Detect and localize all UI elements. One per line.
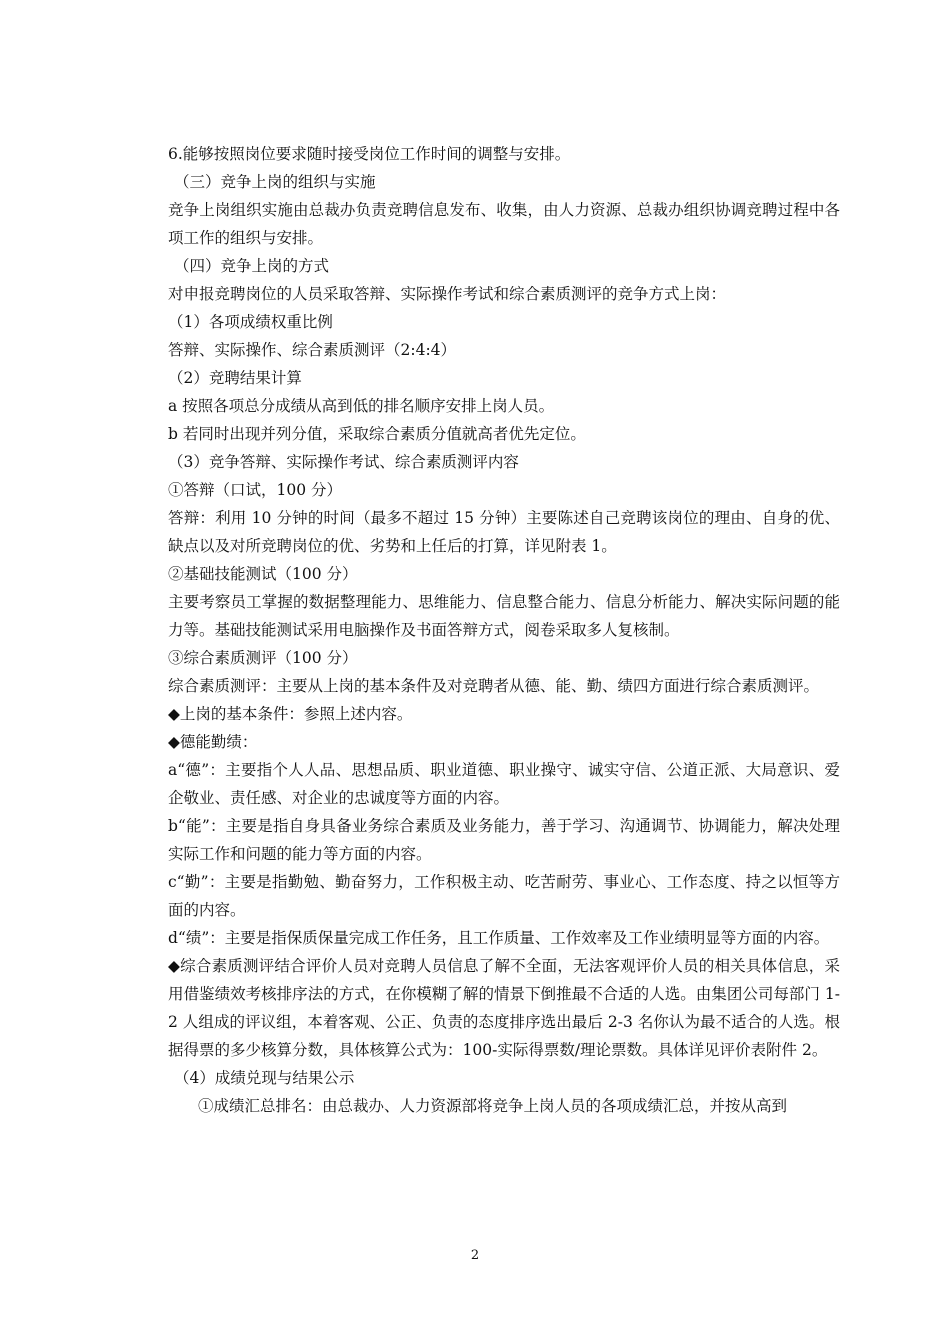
paragraph-method: 对申报竞聘岗位的人员采取答辩、实际操作考试和综合素质测评的竞争方式上岗：: [168, 285, 727, 303]
heading-test-content: （3）竞争答辩、实际操作考试、综合素质测评内容: [168, 453, 519, 471]
paragraph-requirement-6: 6.能够按照岗位要求随时接受岗位工作时间的调整与安排。: [168, 145, 571, 163]
heading-score-publication: （4）成绩兑现与结果公示: [174, 1069, 355, 1087]
heading-basic-skills: ②基础技能测试（100 分）: [168, 565, 358, 583]
paragraph-result-b: b 若同时出现并列分值，采取综合素质分值就高者优先定位。: [168, 425, 586, 443]
page-number: 2: [470, 1248, 480, 1263]
heading-section-4: （四）竞争上岗的方式: [174, 257, 330, 275]
paragraph-virtue: a“德”：主要指个人人品、思想品质、职业道德、职业操守、诚实守信、公道正派、大局意识、爱企敬业、责任感、对企业的忠诚度等方面的内容。: [168, 761, 840, 807]
heading-section-3: （三）竞争上岗的组织与实施: [174, 173, 376, 191]
paragraph-diligence: c“勤”：主要是指勤勉、勤奋努力，工作积极主动、吃苦耐劳、事业心、工作态度、持之以恒等方面的内容。: [168, 873, 840, 919]
paragraph-score-ranking: ①成绩汇总排名：由总裁办、人力资源部将竞争上岗人员的各项成绩汇总，并按从高到: [198, 1097, 788, 1115]
heading-weight-ratio: （1）各项成绩权重比例: [168, 313, 333, 331]
bullet-assessment-method: ◆综合素质测评结合评价人员对竞聘人员信息了解不全面，无法客观评价人员的相关具体信息，采用借鉴绩效考核排序法的方式，在你模糊了解的情景下倒推最不合适的人选。由集团公司每部门 1-2 人组成的评议组，本着客观、公正、负责的态度排序选出最后 2-3 名你认为最不适合的人选。根据得票的多少核算分数，具体核算公式为：100-实际得票数/理论票数。具体详见评价表附件 2。: [168, 957, 840, 1059]
paragraph-result-a: a 按照各项总分成绩从高到低的排名顺序安排上岗人员。: [168, 397, 555, 415]
paragraph-ability: b“能”：主要是指自身具备业务综合素质及业务能力，善于学习、沟通调节、协调能力，解决处理实际工作和问题的能力等方面的内容。: [168, 817, 840, 863]
heading-defense: ①答辩（口试，100 分）: [168, 481, 343, 499]
heading-quality-assessment: ③综合素质测评（100 分）: [168, 649, 358, 667]
heading-result-calculation: （2）竞聘结果计算: [168, 369, 302, 387]
paragraph-weight-ratio: 答辩、实际操作、综合素质测评（2:4:4）: [168, 341, 457, 359]
paragraph-defense: 答辩：利用 10 分钟的时间（最多不超过 15 分钟）主要陈述自己竞聘该岗位的理由、自身的优、缺点以及对所竞聘岗位的优、劣势和上任后的打算，详见附表 1。: [168, 509, 840, 555]
bullet-basic-conditions: ◆上岗的基本条件：参照上述内容。: [168, 705, 413, 723]
bullet-virtue-ability: ◆德能勤绩：: [168, 733, 258, 751]
document-body: [168, 140, 840, 1120]
paragraph-organization: 竞争上岗组织实施由总裁办负责竞聘信息发布、收集，由人力资源、总裁办组织协调竞聘过程中各项工作的组织与安排。: [168, 201, 840, 247]
paragraph-basic-skills: 主要考察员工掌握的数据整理能力、思维能力、信息整合能力、信息分析能力、解决实际问题的能力等。基础技能测试采用电脑操作及书面答辩方式，阅卷采取多人复核制。: [168, 593, 840, 639]
paragraph-quality-assessment: 综合素质测评：主要从上岗的基本条件及对竞聘者从德、能、勤、绩四方面进行综合素质测评。: [168, 677, 820, 695]
paragraph-performance: d“绩”：主要是指保质保量完成工作任务，且工作质量、工作效率及工作业绩明显等方面的内容。: [168, 929, 830, 947]
